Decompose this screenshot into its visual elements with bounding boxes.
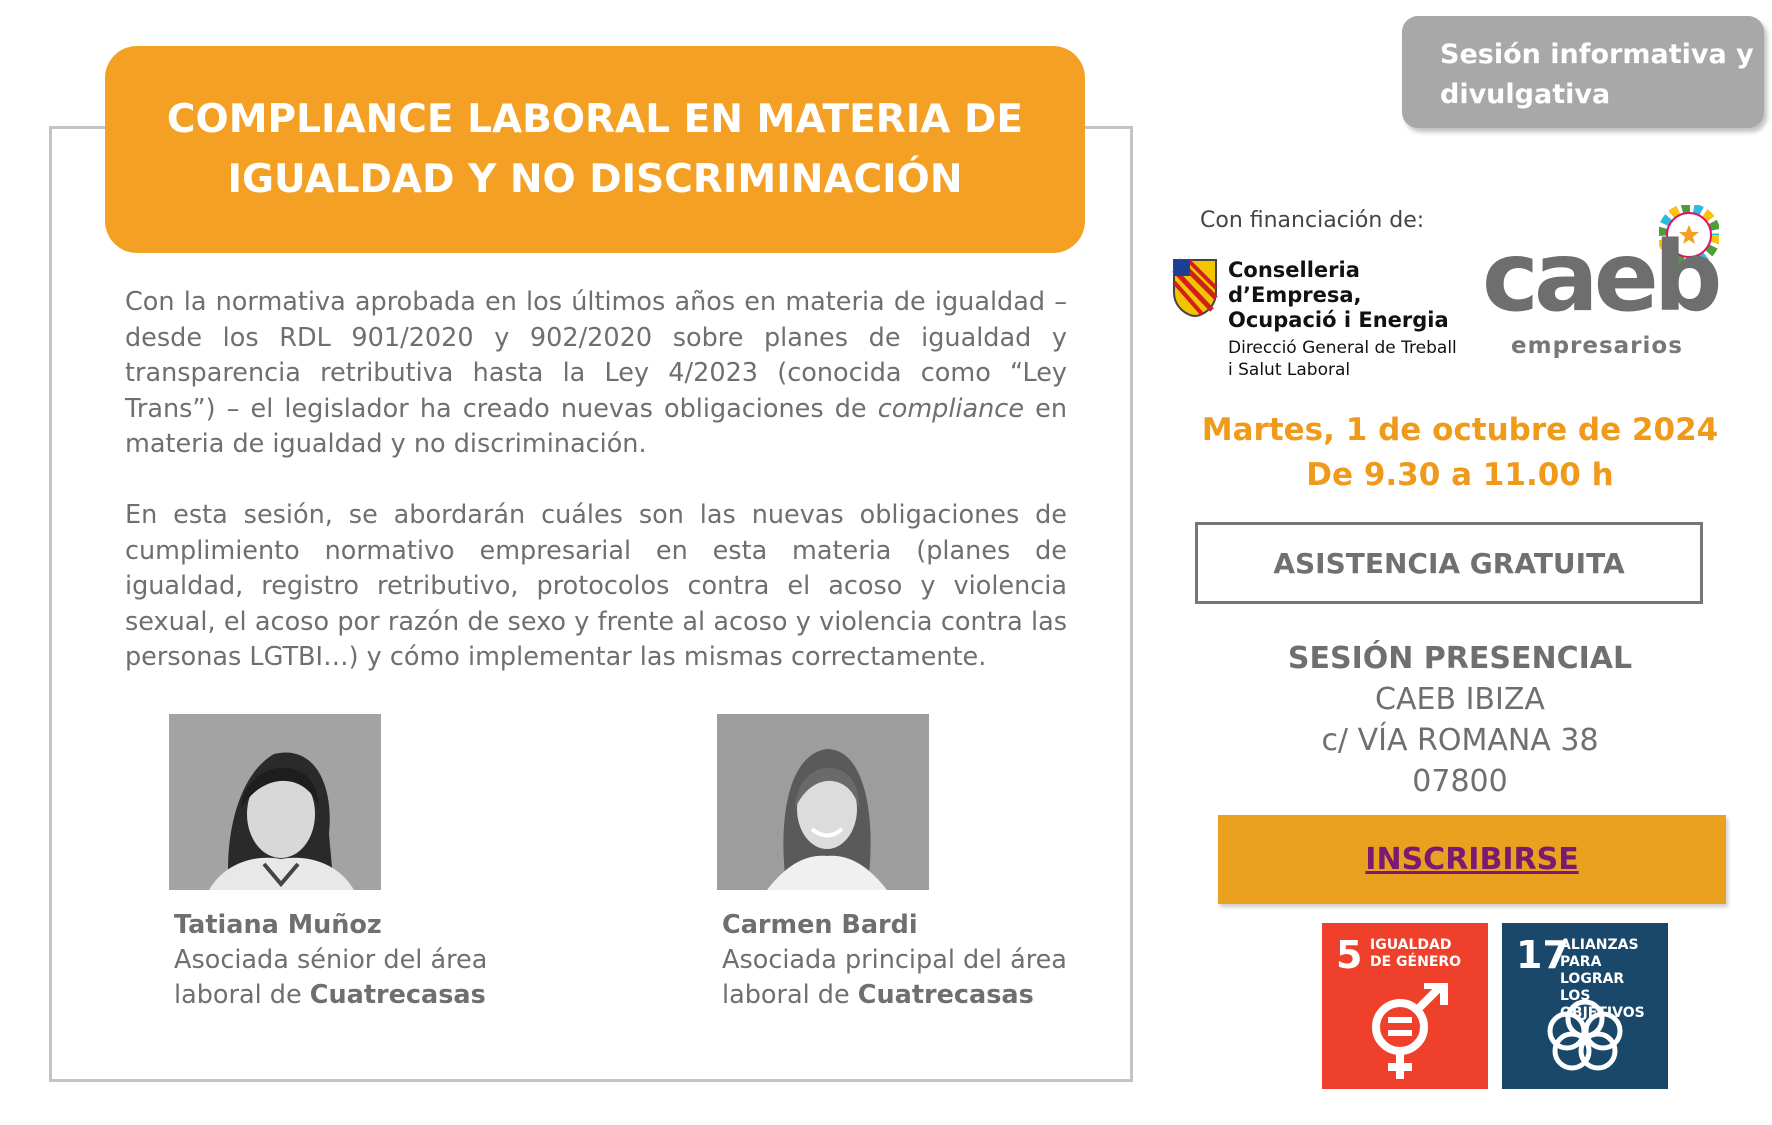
sdg-number: 5 [1336, 933, 1363, 977]
badge-line-1: Sesión informativa y [1440, 39, 1754, 70]
speaker-role-2: laboral de Cuatrecasas [722, 980, 1034, 1010]
speaker-role-2: laboral de Cuatrecasas [174, 980, 486, 1010]
event-time: De 9.30 a 11.00 h [1306, 457, 1614, 493]
intro-text-1: Con la normativa aprobada en los últimos años en materia de igualdad – desde los RDL 901/2020 y 902/2020 sobre planes de igualdad y transparencia retributiva hasta la Ley 4/2023 (conocida como “Ley Trans”) – el legislador ha creado nuevas obligaciones de [125, 287, 1067, 424]
attendance-box: ASISTENCIA GRATUITA [1195, 522, 1703, 604]
coat-of-arms-icon [1172, 258, 1218, 318]
intro-paragraph [125, 285, 1067, 463]
sdg-17-tile [1502, 923, 1668, 1089]
venue-type: SESIÓN PRESENCIAL [1287, 641, 1633, 676]
speaker-role: Asociada principal del área [722, 945, 1067, 975]
speaker-name: Tatiana Muñoz [174, 910, 382, 940]
direccio-name-2: i Salut Laboral [1228, 360, 1351, 380]
venue-info [1190, 638, 1730, 802]
speaker-firm: Cuatrecasas [309, 980, 486, 1010]
register-link[interactable]: INSCRIBIRSE [1365, 842, 1579, 877]
gender-equality-icon [1360, 983, 1450, 1083]
sdg-number: 17 [1516, 933, 1569, 977]
venue-address: c/ VÍA ROMANA 38 [1321, 723, 1599, 758]
event-day: Martes, 1 de octubre de 2024 [1201, 412, 1719, 448]
session-type-badge [1402, 16, 1764, 128]
conselleria-name-1: Conselleria d’Empresa, [1228, 258, 1362, 307]
conselleria-logo [1172, 258, 1462, 380]
speaker-carmen [722, 908, 1067, 1013]
caeb-logo [1477, 205, 1727, 365]
speaker-firm: Cuatrecasas [857, 980, 1034, 1010]
speaker-photo-carmen [717, 714, 929, 890]
session-paragraph: En esta sesión, se abordarán cuáles son las nuevas obligaciones de cumplimiento normativo empresarial en esta materia (planes de igualdad, registro retributivo, protocolos contra el acoso y violencia sexual, el acoso por razón de sexo y frente al acoso y violencia contra las personas LGTBI…) y cómo implementar las mismas correctamente. [125, 500, 1067, 672]
venue-name: CAEB IBIZA [1375, 682, 1545, 717]
caeb-tagline: empresarios [1511, 333, 1683, 359]
speaker-role: Asociada sénior del área [174, 945, 488, 975]
speaker-name: Carmen Bardi [722, 910, 918, 940]
funding-label: Con financiación de: [1200, 208, 1425, 233]
badge-line-2: divulgativa [1440, 79, 1611, 110]
direccio-name-1: Direcció General de Treball [1228, 338, 1457, 358]
event-date [1190, 408, 1730, 498]
conselleria-name-2: Ocupació i Energia [1228, 308, 1449, 332]
venue-postcode: 07800 [1412, 764, 1508, 799]
speaker-tatiana [174, 908, 487, 1013]
sdg-5-tile [1322, 923, 1488, 1089]
partnership-rings-icon [1540, 997, 1630, 1077]
speaker-photo-tatiana [169, 714, 381, 890]
sdg-label: ALIANZAS PARA LOGRAR LOS OBJETIVOS [1560, 937, 1645, 1021]
intro-emphasis: compliance [877, 393, 1025, 424]
intro-text-2: en materia de igualdad y no discriminación. [125, 393, 1067, 459]
caeb-wordmark: caeb [1482, 221, 1718, 333]
title-banner [105, 46, 1085, 253]
page-title: COMPLIANCE LABORAL EN MATERIA DE IGUALDAD Y NO DISCRIMINACIÓN [166, 96, 1024, 202]
register-button[interactable] [1218, 815, 1726, 904]
sdg-label: IGUALDAD DE GÉNERO [1370, 937, 1462, 970]
